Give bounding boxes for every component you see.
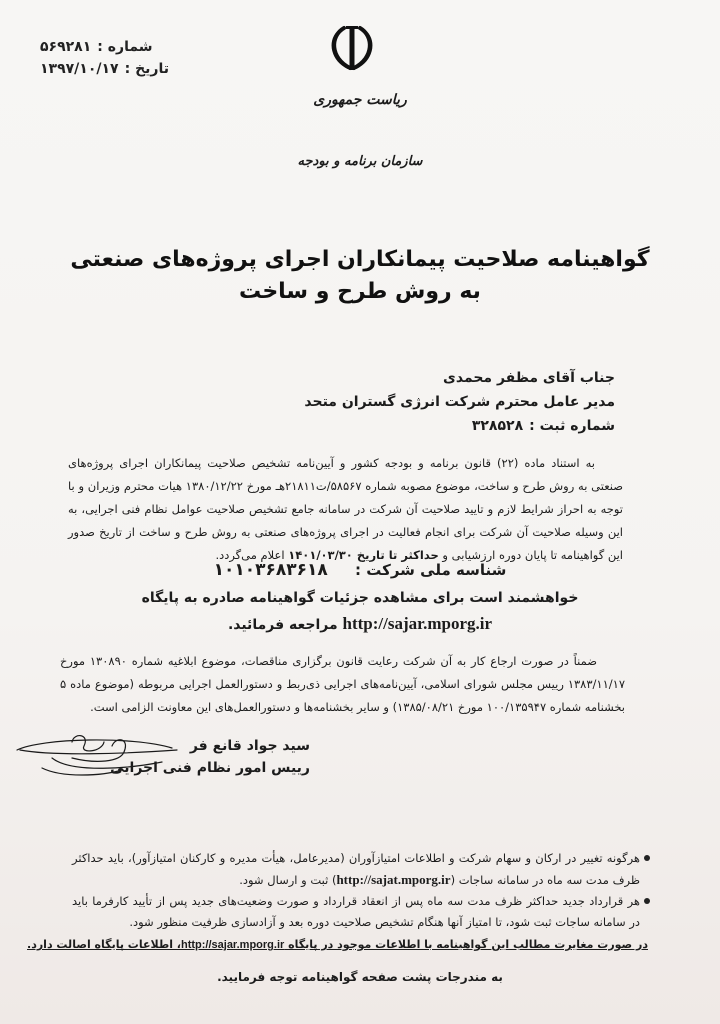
footer-note-text: هر قرارداد جدید حداکثر ظرف مدت سه ماه پس از انعقاد قرارداد و صورت وضعیت‌های جدید پس از تأیید کارفرما باید در سامانه ساجات ثبت شود، تا امتیاز آنها هنگام تشخیص صلاحیت دوره بعد و آزادسازی ظرفیت منظور شود. — [72, 894, 640, 929]
footer-notes — [72, 848, 650, 933]
registration-number — [195, 414, 615, 438]
compliance-notice: ضمناً در صورت ارجاع کار به آن شرکت رعایت قانون برگزاری مناقصات، موضوع ابلاغیه شماره ۱۳۰۸۹۰ مورخ ۱۳۸۳/۱۱/۱۷ رییس مجلس شورای اسلامی، آیین‌نامه‌های اجرایی ذی‌ربط و دستورالعمل اجرایی مربوطه (موضوع ماده ۵ بخشنامه شماره ۱۰۰/۱۳۵۹۴۷ مورخ ۱۳۸۵/۰۸/۲۱) و سایر بخشنامه‌ها و دستورالعمل‌های این معاونت الزامی است. — [60, 654, 625, 714]
organization-plan-budget: سازمان برنامه و بودجه — [297, 154, 423, 169]
certificate-body — [68, 452, 623, 567]
national-id — [180, 560, 540, 580]
national-id-value: ۱۰۱۰۳۶۸۳۶۱۸ — [213, 560, 328, 580]
certificate-title-line1: گواهینامه صلاحیت پیمانکاران اجرای پروژه‌های صنعتی — [70, 247, 650, 272]
document-meta — [40, 36, 190, 80]
signatory-title: رییس امور نظام فنی اجرایی — [110, 760, 310, 776]
document-number — [40, 36, 190, 58]
certificate-title-line2: به روش طرح و ساخت — [239, 279, 481, 304]
warning-text-end: ، اطلاعات پایگاه اصالت دارد. — [27, 938, 181, 951]
document-date-value: ۱۳۹۷/۱۰/۱۷ — [40, 61, 119, 77]
registration-label: شماره ثبت : — [529, 418, 615, 434]
recipient-block — [195, 366, 615, 438]
portal-url-link[interactable]: http://sajar.mporg.ir — [342, 614, 493, 633]
warning-text: در صورت مغایرت مطالب این گواهینامه با اطلاعات موجود در پایگاه — [284, 938, 648, 951]
body-text: به استناد ماده (۲۲) قانون برنامه و بودجه کشور و آیین‌نامه تشخیص صلاحیت پیمانکاران اجرای پروژه‌های صنعتی به روش طرح و ساخت، موضوع مصوبه شماره ۵۸۵۶۷/ت۲۱۸۱۱هـ مورخ ۱۳۸۰/۱۲/۲۲ هیات محترم وزیران و با توجه به احراز شرایط لازم و تایید صلاحیت آن شرکت در سامانه جامع تشخیص صلاحیت عوامل نظام فنی اجرایی، به این وسیله صلاحیت آن شرکت برای انجام فعالیت در اجرای پروژه‌های صنعتی به روش طرح و ساخت از تاریخ صدور این گواهینامه تا پایان دوره ارزشیابی و — [68, 456, 624, 562]
footer-note-text: هرگونه تغییر در ارکان و سهام شرکت و اطلاعات امتیازآوران (مدیرعامل، هیأت مدیره و کارکنان امتیازآور)، باید حداکثر ظرف مدت سه ماه در سامانه ساجات ( — [72, 851, 640, 887]
authenticity-warning — [27, 938, 648, 951]
organization-presidency: ریاست جمهوری — [313, 92, 407, 108]
national-id-label: شناسه ملی شرکت : — [355, 561, 507, 579]
recipient-position: مدیر عامل محترم شرکت انرژی گستران متحد — [304, 394, 615, 410]
portal-reference — [180, 614, 540, 634]
signatory-block — [90, 735, 310, 779]
footer-note-item — [72, 891, 650, 933]
portal-note: خواهشمند است برای مشاهده جزئیات گواهینامه صادره به پایگاه — [141, 590, 579, 606]
portal-suffix: مراجعه فرمائید. — [227, 617, 338, 633]
footer-note-item — [72, 848, 650, 891]
sajat-url-link[interactable]: http://sajat.mporg.ir — [336, 872, 451, 887]
document-date — [40, 58, 190, 80]
document-date-label: تاریخ : — [124, 61, 169, 77]
back-page-note: به مندرجات پشت صفحه گواهینامه توجه فرمایید. — [217, 970, 503, 984]
validity-deadline: حداکثر تا تاریخ ۱۴۰۱/۰۳/۳۰ — [288, 548, 439, 562]
iran-emblem-icon — [322, 22, 382, 72]
document-number-label: شماره : — [97, 39, 153, 55]
warning-url-link[interactable]: http://sajar.mporg.ir — [180, 939, 285, 951]
registration-value: ۳۲۸۵۲۸ — [471, 418, 524, 434]
document-number-value: ۵۶۹۲۸۱ — [40, 39, 92, 55]
certificate-title — [60, 244, 660, 308]
footer-note-text-end: ) ثبت و ارسال شود. — [239, 873, 337, 887]
recipient-name: جناب آقای مظفر محمدی — [443, 370, 615, 386]
signatory-name: سید جواد قانع فر — [189, 738, 310, 754]
body-text-end: اعلام می‌گردد. — [215, 548, 289, 562]
